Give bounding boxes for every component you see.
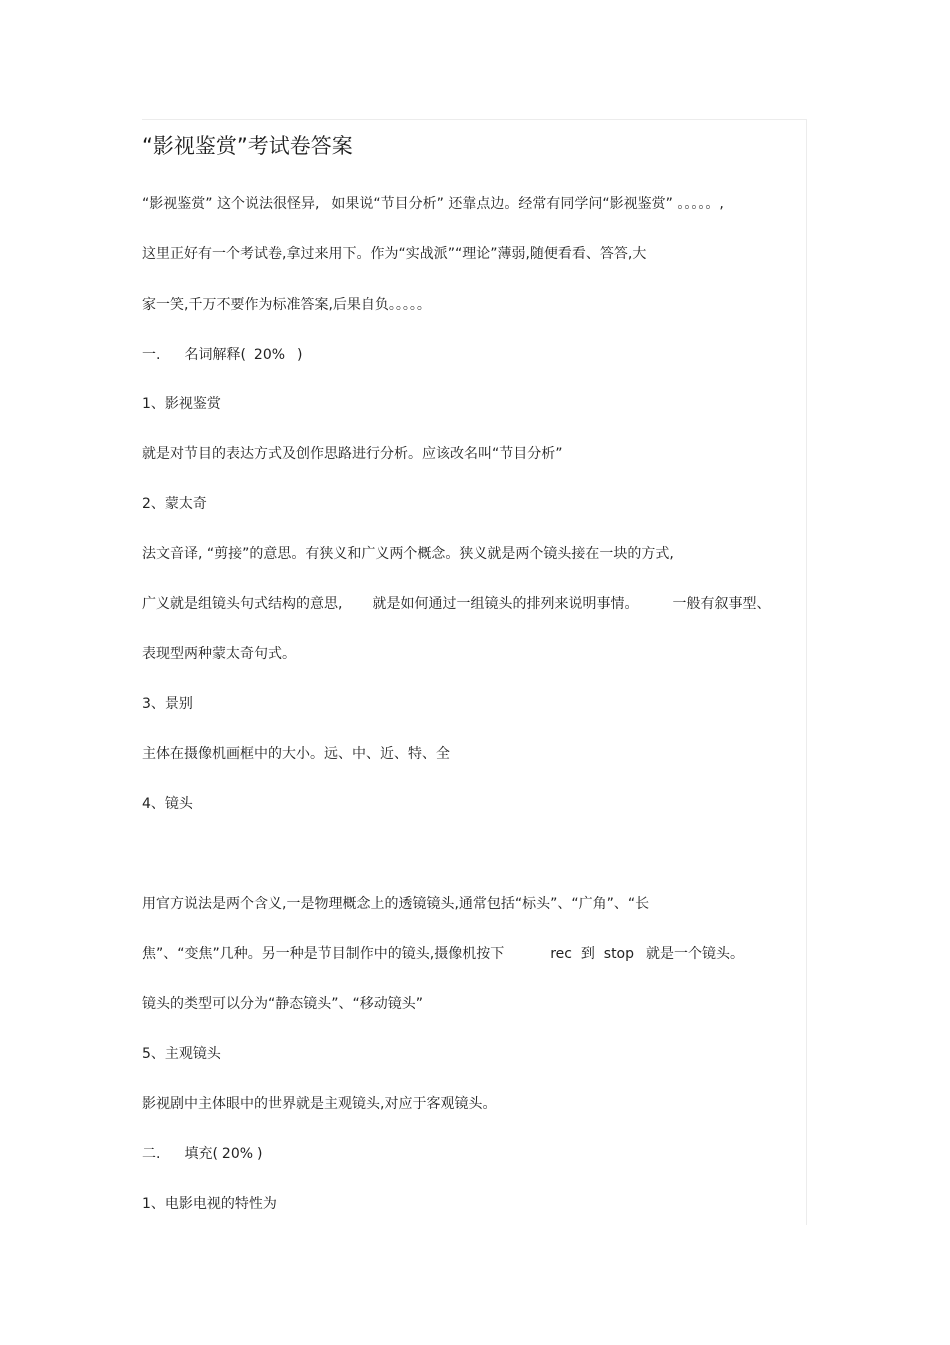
question-4-answer-line-2-part-a: 焦”、“变焦”几种。另一种是节目制作中的镜头,摄像机按下 bbox=[142, 946, 505, 962]
question-5-answer: 影视剧中主体眼中的世界就是主观镜头,对应于客观镜头。 bbox=[142, 1096, 497, 1112]
intro-line-1 bbox=[142, 194, 724, 214]
section-2-label: 填充( bbox=[184, 1146, 218, 1162]
question-4-answer-line-2 bbox=[142, 944, 744, 964]
question-4-title: 4、镜头 bbox=[142, 796, 193, 812]
question-2-title: 2、蒙太奇 bbox=[142, 496, 207, 512]
question-4-answer-line-2-part-c: 就是一个镜头。 bbox=[646, 946, 745, 962]
intro-line-1-part-b: 如果说“节目分析” 还靠点边。经常有同学问“影视鉴赏” 。。。。。, bbox=[331, 196, 724, 212]
question-1-answer: 就是对节目的表达方式及创作思路进行分析。应该改名叫“节目分析” bbox=[142, 446, 563, 462]
section-2-heading bbox=[142, 1144, 263, 1164]
question-4-answer-line-3: 镜头的类型可以分为“静态镜头”、“移动镜头” bbox=[142, 996, 424, 1012]
question-3-answer: 主体在摄像机画框中的大小。远、中、近、特、全 bbox=[142, 746, 450, 762]
question-2-answer-line-2-part-b: 就是如何通过一组镜头的排列来说明事情。 bbox=[372, 596, 639, 612]
section-1-heading bbox=[142, 345, 303, 365]
fill-question-1-title: 1、电影电视的特性为 bbox=[142, 1196, 277, 1212]
question-4-answer-line-1: 用官方说法是两个含义,一是物理概念上的透镜镜头,通常包括“标头”、“广角”、“长 bbox=[142, 896, 650, 912]
section-1-label: 名词解释( bbox=[184, 347, 246, 363]
question-3-title: 3、景别 bbox=[142, 696, 193, 712]
question-2-answer-line-2 bbox=[142, 594, 770, 614]
section-1-close: ) bbox=[297, 347, 303, 363]
section-2-number: 二. bbox=[142, 1146, 161, 1162]
section-2-close: ) bbox=[257, 1146, 263, 1162]
document-page bbox=[142, 119, 807, 1225]
question-1-title: 1、影视鉴赏 bbox=[142, 396, 221, 412]
question-2-answer-line-2-part-c: 一般有叙事型、 bbox=[672, 596, 771, 612]
question-2-answer-line-1: 法文音译, “剪接”的意思。有狭义和广义两个概念。狭义就是两个镜头接在一块的方式, bbox=[142, 546, 674, 562]
question-4-answer-line-2-part-b: rec 到 stop bbox=[550, 946, 635, 962]
intro-line-1-part-a: “影视鉴赏” 这个说法很怪异, bbox=[142, 196, 320, 212]
section-1-percent: 20% bbox=[253, 347, 286, 363]
section-1-number: 一. bbox=[142, 347, 161, 363]
intro-line-3: 家一笑,千万不要作为标准答案,后果自负。。。。。 bbox=[142, 297, 431, 313]
question-2-answer-line-3: 表现型两种蒙太奇句式。 bbox=[142, 646, 296, 662]
question-2-answer-line-2-part-a: 广义就是组镜头句式结构的意思, bbox=[142, 596, 343, 612]
intro-line-2: 这里正好有一个考试卷,拿过来用下。作为“实战派”“理论”薄弱,随便看看、答答,大 bbox=[142, 246, 647, 262]
document-title: “影视鉴赏”考试卷答案 bbox=[142, 134, 353, 158]
section-2-percent: 20% bbox=[221, 1146, 254, 1162]
question-5-title: 5、主观镜头 bbox=[142, 1046, 221, 1062]
